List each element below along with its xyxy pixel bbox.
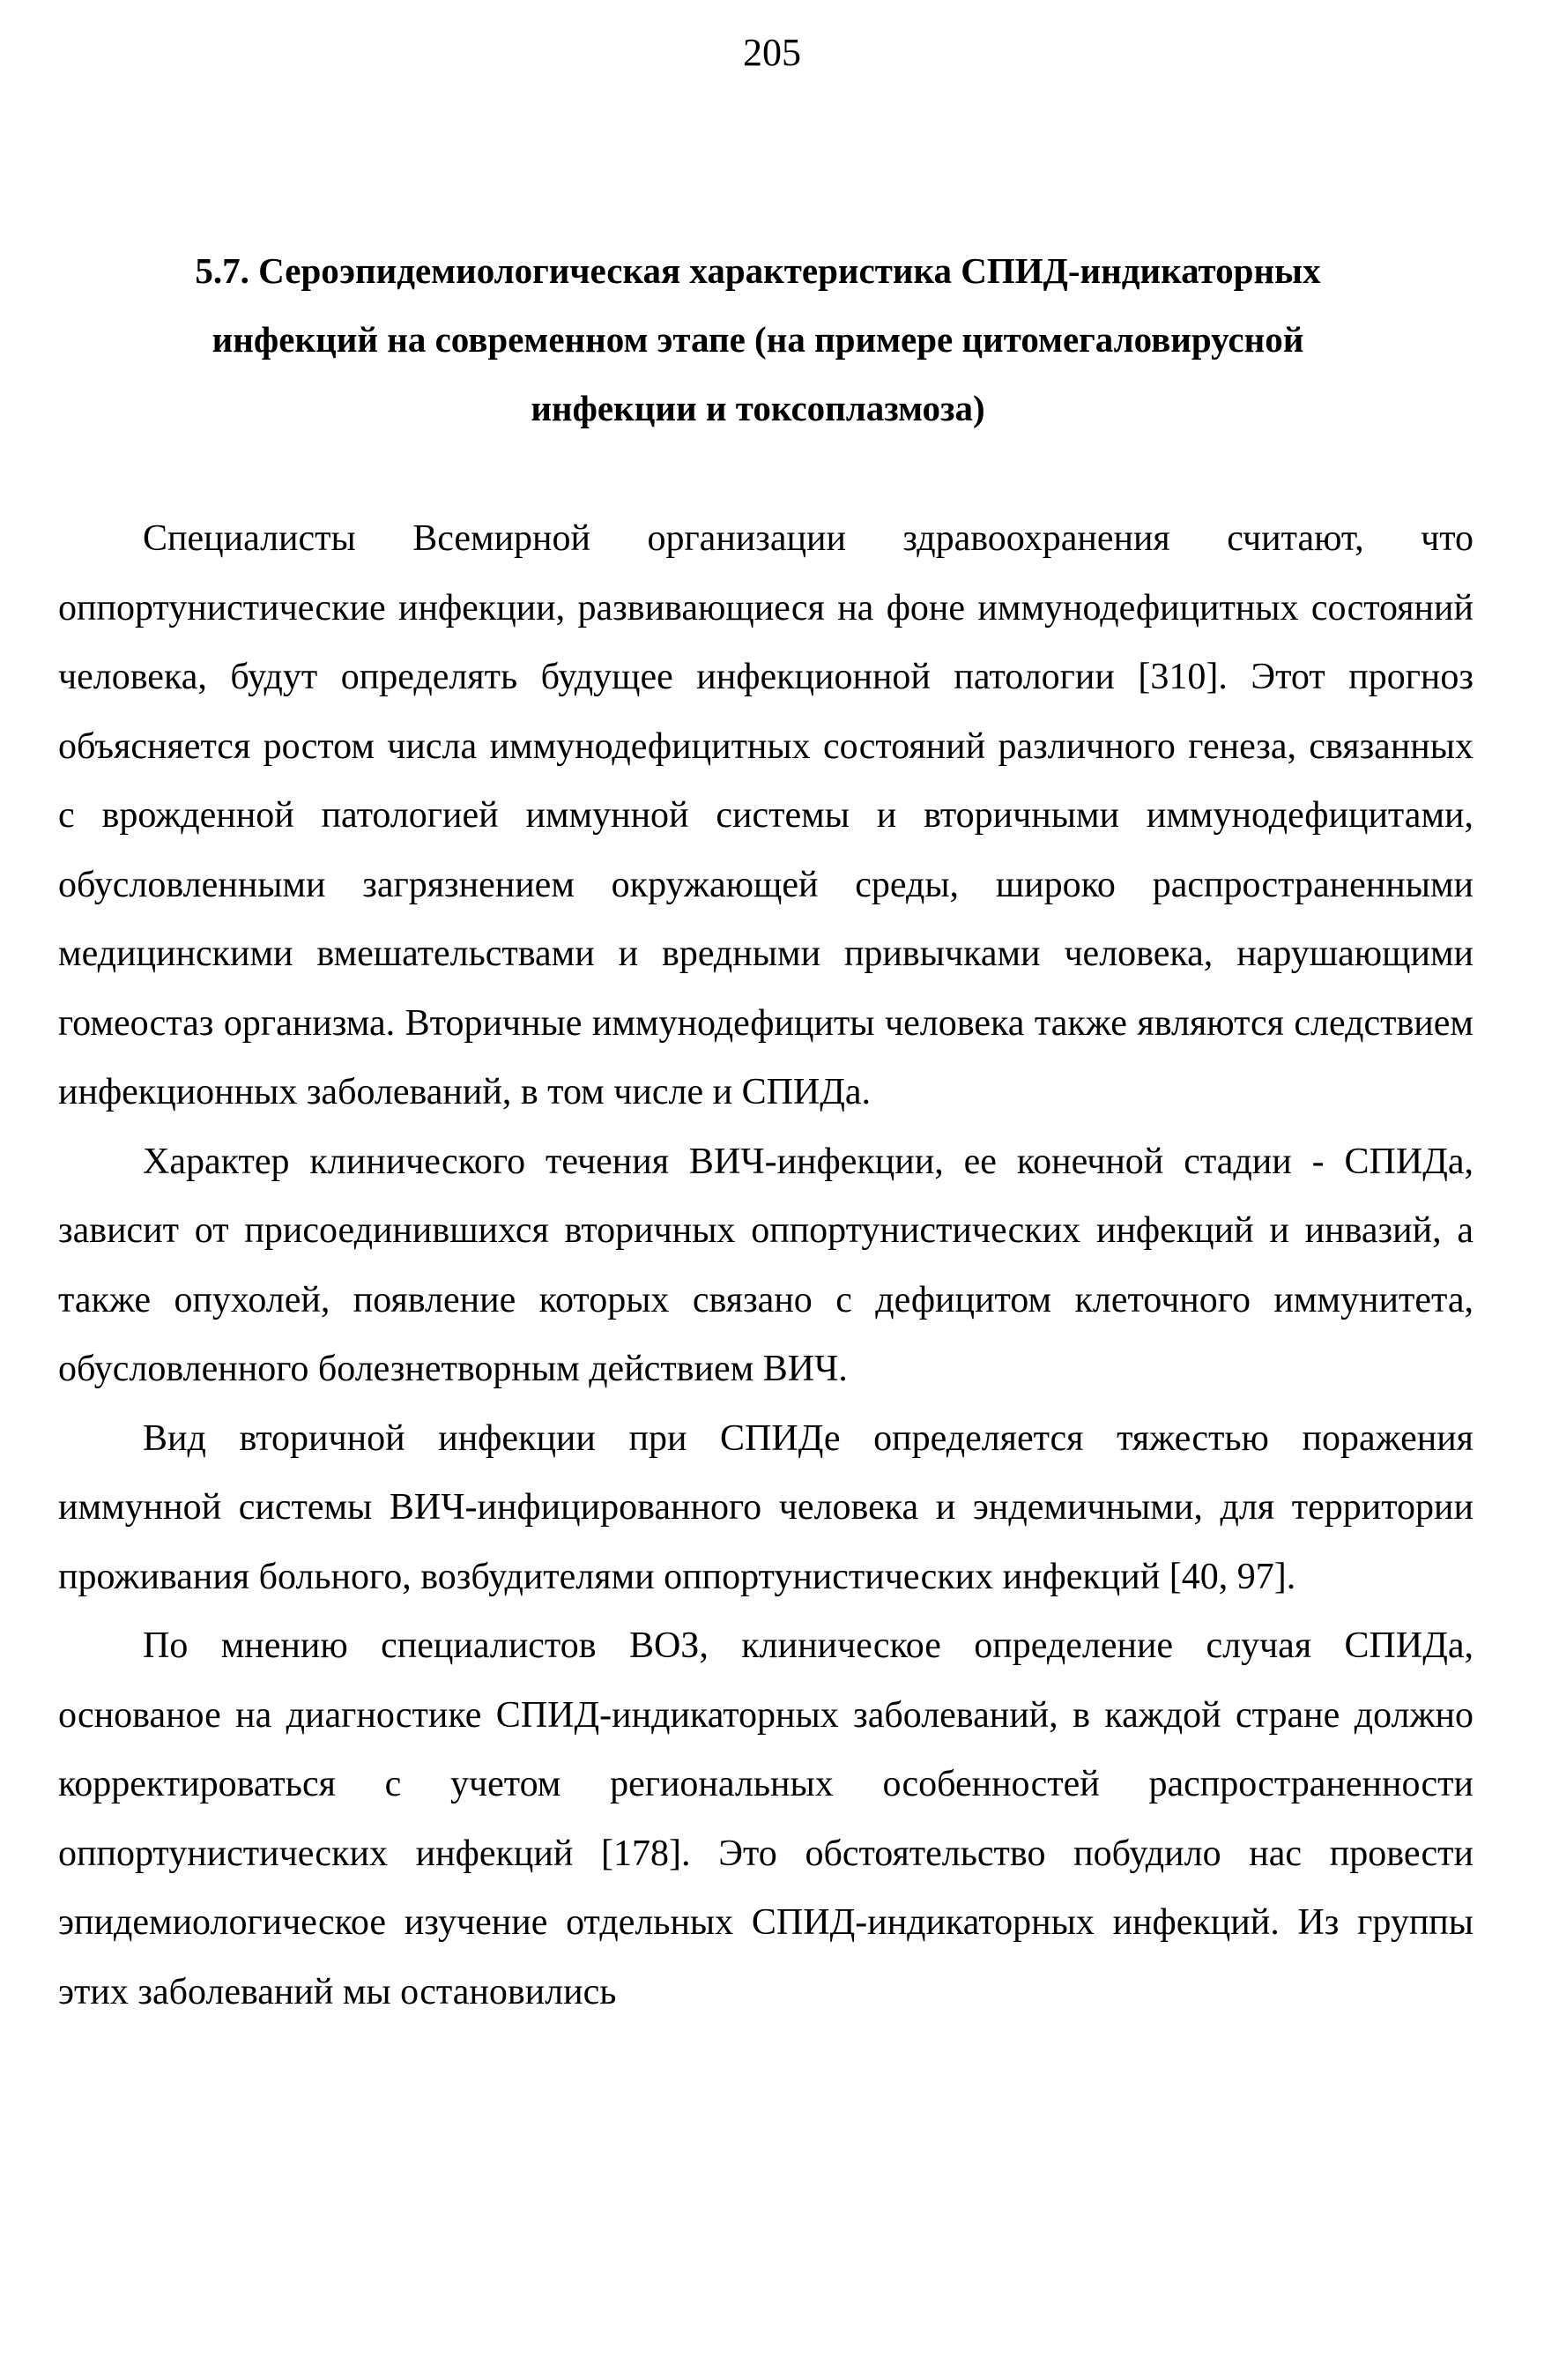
section-heading-line-1: 5.7. Сероэпидемиологическая характеристика СПИД-индикаторных (195, 250, 1321, 291)
paragraph-2: Характер клинического течения ВИЧ-инфекции, ее конечной стадии - СПИДа, зависит от присоединившихся вторичных оппортунистических инфекций и инвазий, а также опухолей, появление которых связано с дефицитом клеточного иммунитета, обусловленного болезнетворным действием ВИЧ. (58, 1141, 1473, 1389)
section-heading (88, 236, 1428, 443)
paragraph-1: Специалисты Всемирной организации здравоохранения считают, что оппортунистические инфекции, развивающиеся на фоне иммунодефицитных состояний человека, будут определять будущее инфекционной патологии [310]. Этот прогноз объясняется ростом числа иммунодефицитных состояний различного генеза, связанных с врожденной патологией иммунной системы и вторичными иммунодефицитами, обусловленными загрязнением окружающей среды, широко распространенными медицинскими вмешательствами и вредными привычками человека, нарушающими гомеостаз организма. Вторичные иммунодефициты человека также являются следствием инфекционных заболеваний, в том числе и СПИДа. (58, 518, 1473, 1112)
section-heading-line-2: инфекций на современном этапе (на примере цитомегаловирусной (212, 319, 1304, 360)
paragraph-3: Вид вторичной инфекции при СПИДе определяется тяжестью поражения иммунной системы ВИЧ-инфицированного человека и эндемичными, для территории проживания больного, возбудителями оппортунистических инфекций [40, 97]. (58, 1417, 1473, 1597)
paragraph-4: По мнению специалистов ВОЗ, клиническое определение случая СПИДа, основаное на диагностике СПИД-индикаторных заболеваний, в каждой стране должно корректироваться с учетом региональных особенностей распространенности оппортунистических инфекций [178]. Это обстоятельство побудило нас провести эпидемиологическое изучение отдельных СПИД-индикаторных инфекций. Из группы этих заболеваний мы остановились (58, 1625, 1473, 2012)
page-number: 205 (743, 31, 801, 74)
section-heading-line-3: инфекции и токсоплазмоза) (531, 388, 985, 428)
body-text (58, 504, 1473, 2027)
